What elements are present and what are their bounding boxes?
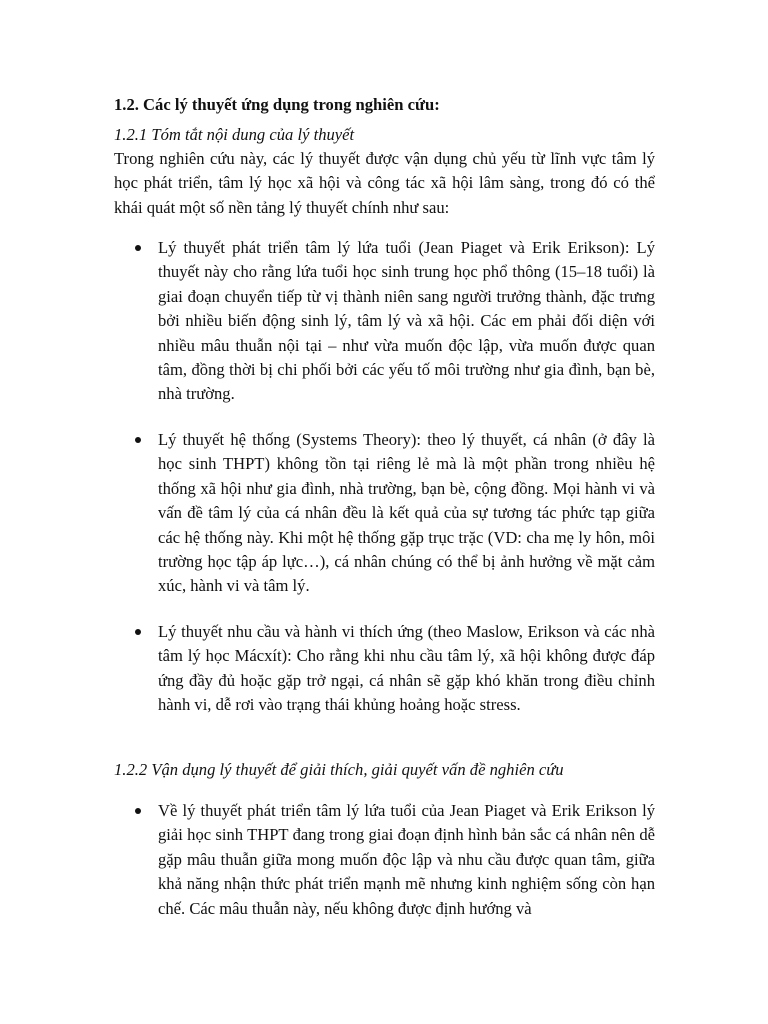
section-title: 1.2. Các lý thuyết ứng dụng trong nghiên cứu: <box>114 95 440 114</box>
subsection-title-2: 1.2.2 Vận dụng lý thuyết để giải thích, giải quyết vấn đề nghiên cứu <box>114 760 564 779</box>
theory-item: Lý thuyết nhu cầu và hành vi thích ứng (theo Maslow, Erikson và các nhà tâm lý học Mácxít): Cho rằng khi nhu cầu tâm lý, xã hội không được đáp ứng đầy đủ hoặc gặp trở ngại, cá nhân sẽ gặp khó khăn trong điều chỉnh hành vi, dễ rơi vào trạng thái khủng hoảng hoặc stress. <box>158 622 655 715</box>
bullet-icon <box>135 629 141 635</box>
bullet-icon <box>135 245 141 251</box>
bullet-icon <box>135 437 141 443</box>
subsection-title-1: 1.2.1 Tóm tắt nội dung của lý thuyết <box>114 125 355 144</box>
application-item: Về lý thuyết phát triển tâm lý lứa tuổi của Jean Piaget và Erik Erikson lý giải học sinh THPT đang trong giai đoạn định hình bản sắc cá nhân nên dễ gặp mâu thuẫn giữa mong muốn độc lập và nhu cầu được quan tâm, giữa khả năng nhận thức phát triển mạnh mẽ nhưng kinh nghiệm sống còn hạn chế. Các mâu thuẫn này, nếu không được định hướng và <box>158 801 655 918</box>
bullet-icon <box>135 808 141 814</box>
theory-item: Lý thuyết hệ thống (Systems Theory): theo lý thuyết, cá nhân (ở đây là học sinh THPT) không tồn tại riêng lẻ mà là một phần trong nhiều hệ thống xã hội như gia đình, nhà trường, bạn bè, cộng đồng. Mọi hành vi và vấn đề tâm lý của cá nhân đều là kết quả của sự tương tác phức tạp giữa các hệ thống này. Khi một hệ thống gặp trục trặc (VD: cha mẹ ly hôn, môi trường học tập áp lực…), cá nhân chúng có thể bị ảnh hưởng về mặt cảm xúc, hành vi và tâm lý. <box>158 430 655 596</box>
theory-item: Lý thuyết phát triển tâm lý lứa tuổi (Jean Piaget và Erik Erikson): Lý thuyết này cho rằng lứa tuổi học sinh trung học phổ thông (15–18 tuổi) là giai đoạn chuyển tiếp từ vị thành niên sang người trưởng thành, đặc trưng bởi nhiều biến động sinh lý, tâm lý và xã hội. Các em phải đối diện với nhiều mâu thuẫn nội tại – như vừa muốn độc lập, vừa muốn được quan tâm, đồng thời bị chi phối bởi các yếu tố môi trường như gia đình, bạn bè, nhà trường. <box>158 238 655 404</box>
intro-paragraph: Trong nghiên cứu này, các lý thuyết được vận dụng chủ yếu từ lĩnh vực tâm lý học phát triển, tâm lý học xã hội và công tác xã hội lâm sàng, trong đó có thể khái quát một số nền tảng lý thuyết chính như sau: <box>114 149 655 217</box>
